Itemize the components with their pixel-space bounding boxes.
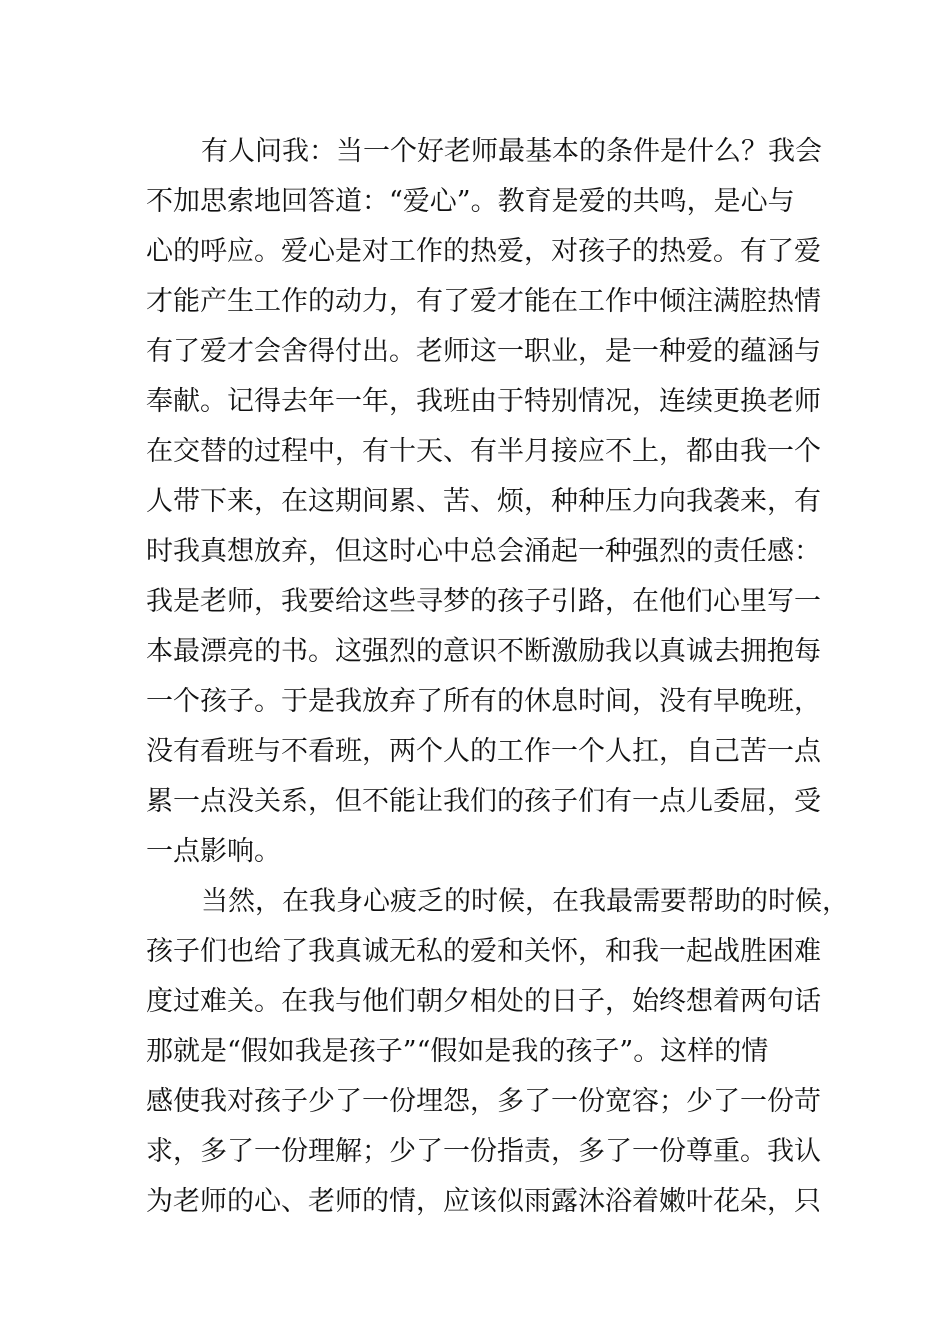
paragraph-2-line-5: 感使我对孩子少了一份埋怨，多了一份宽容；少了一份苛 xyxy=(146,1086,821,1117)
paragraph-1-line-2: 不加思索地回答道：“爱心”。教育是爱的共鸣，是心与 xyxy=(146,186,795,217)
paragraph-1-line-7: 在交替的过程中，有十天、有半月接应不上，都由我一个 xyxy=(146,436,821,467)
paragraph-1-line-11: 本最漂亮的书。这强烈的意识不断激励我以真诚去拥抱每 xyxy=(146,636,821,667)
paragraph-1-line-8: 人带下来，在这期间累、苦、烦，种种压力向我袭来，有 xyxy=(146,486,821,517)
paragraph-1-line-15: 一点影响。 xyxy=(146,836,281,867)
paragraph-1-line-3: 心的呼应。爱心是对工作的热爱，对孩子的热爱。有了爱 xyxy=(146,236,821,267)
paragraph-1-line-10: 我是老师，我要给这些寻梦的孩子引路，在他们心里写一 xyxy=(146,586,821,617)
paragraph-1-line-13: 没有看班与不看班，两个人的工作一个人扛，自己苦一点 xyxy=(146,736,821,767)
paragraph-1-line-12: 一个孩子。于是我放弃了所有的休息时间，没有早晚班， xyxy=(146,686,821,717)
paragraph-2-line-1: 当然，在我身心疲乏的时候，在我最需要帮助的时候， xyxy=(201,886,849,917)
paragraph-2-line-3: 度过难关。在我与他们朝夕相处的日子，始终想着两句话 xyxy=(146,986,821,1017)
paragraph-1-line-9: 时我真想放弃，但这时心中总会涌起一种强烈的责任感： xyxy=(146,536,821,567)
paragraph-1-line-5: 有了爱才会舍得付出。老师这一职业，是一种爱的蕴涵与 xyxy=(146,336,821,367)
paragraph-1-line-6: 奉献。记得去年一年，我班由于特别情况，连续更换老师 xyxy=(146,386,821,417)
paragraph-2-line-2: 孩子们也给了我真诚无私的爱和关怀，和我一起战胜困难 xyxy=(146,936,821,967)
paragraph-2-line-7: 为老师的心、老师的情，应该似雨露沐浴着嫩叶花朵，只 xyxy=(146,1186,821,1217)
paragraph-1-line-14: 累一点没关系，但不能让我们的孩子们有一点儿委屈，受 xyxy=(146,786,821,817)
paragraph-1-line-4: 才能产生工作的动力，有了爱才能在工作中倾注满腔热情 xyxy=(146,286,821,317)
paragraph-1-line-1: 有人问我：当一个好老师最基本的条件是什么？我会 xyxy=(201,136,822,167)
paragraph-2-line-4: 那就是“假如我是孩子”“假如是我的孩子”。这样的情 xyxy=(146,1036,769,1067)
paragraph-2-line-6: 求，多了一份理解；少了一份指责，多了一份尊重。我认 xyxy=(146,1136,821,1167)
